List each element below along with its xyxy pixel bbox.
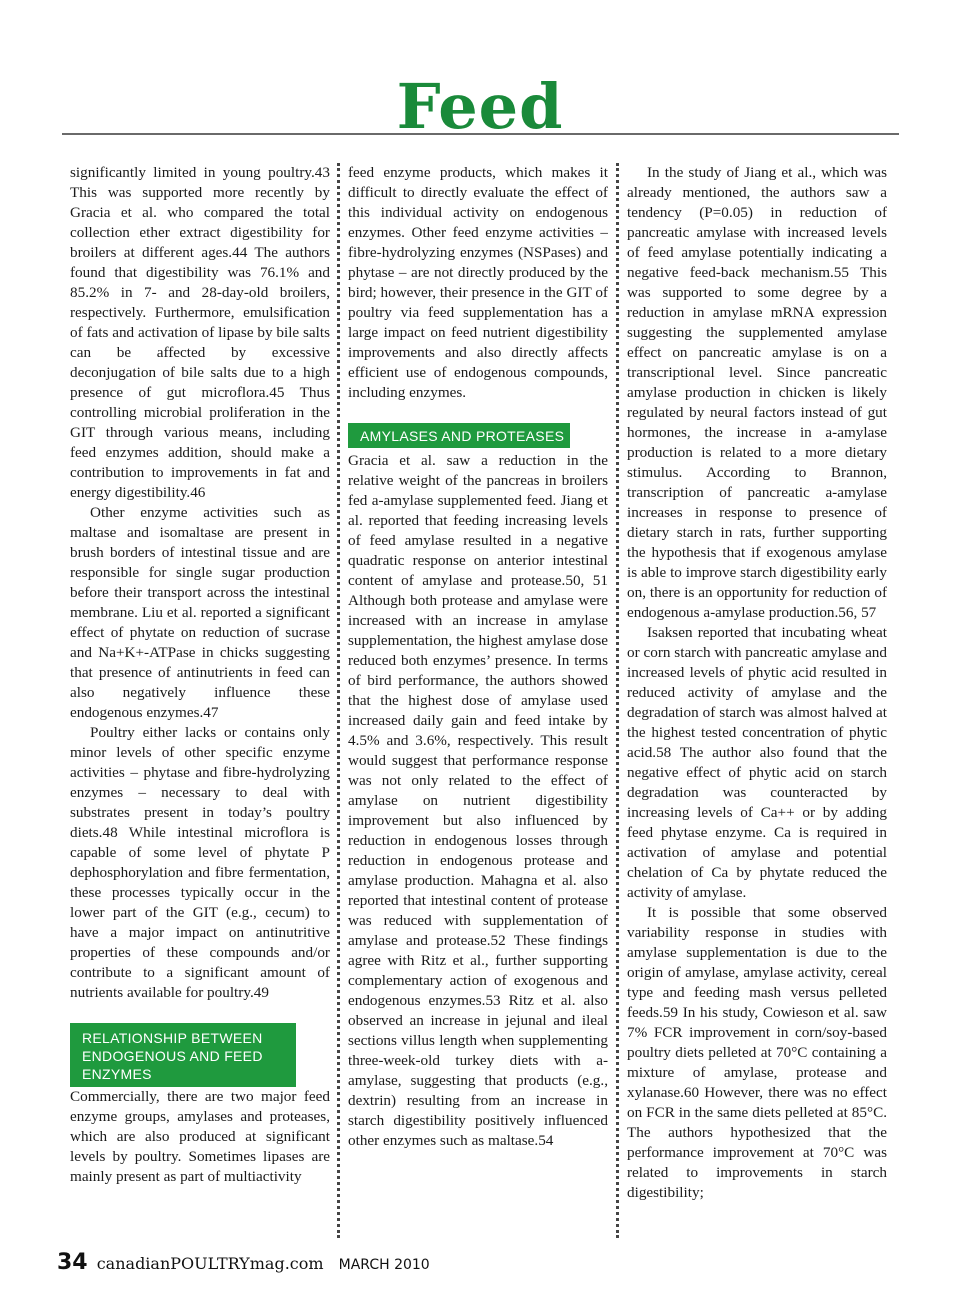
col3-paragraph-1: In the study of Jiang et al., which was already mentioned, the authors saw a tendency (P=0.05) in reduction of pancreatic amylase with increased levels of feed amylase potentially indicating a negative feed-back mechanism.55 This was supported to some degree by a reduction in amylase mRNA expression suggesting the supplemented amylase effect on pancreatic amylase is on a transcriptional level. Since pancreatic amylase production in chicken is likely regulated by neural factors instead of gut hormones, the increase in a-amylase production is related to a more dietary stimulus. According to Brannon, transcription of pancreatic a-amylase increases in response to presence of dietary starch in rats, further supporting the hypothesis that if exogenous amylase is able to improve starch digestibility early on, there is an opportunity for reduction of endogenous a-amylase production.56, 57 bbox=[627, 164, 887, 621]
col1-paragraph-2: Other enzyme activities such as maltase and isomaltase are present in brush borders of intestinal tissue and are responsible for single sugar production before their transport across the intestinal membrane. Liu et al. reported a significant effect of phytate on reduction of sucrase and Na+K+-ATPase in chicks suggesting that presence of antinutrients in feed can also negatively influence these endogenous enzymes.47 bbox=[70, 504, 330, 721]
col2-paragraph-1: feed enzyme products, which makes it difficult to directly evaluate the effect of this individual activity on endogenous enzymes. Other feed enzyme activities – fibre-hydrolyzing enzymes (NSPases) and phytase – are not directly produced by the bird; however, their presence in the GIT of poultry via feed supplementation has a large impact on feed nutrient digestibility improvements and also directly affects efficient use of endogenous compounds, including enzymes. bbox=[348, 164, 608, 401]
column-1 bbox=[70, 163, 330, 1243]
col1-paragraph-1: significantly limited in young poultry.43 This was supported more recently by Gracia et al. who compared the total collection ether extract digestibility for broilers at different ages.44 The authors found that digestibility was 76.1% and 85.2% in 7- and 28-day-old broilers, respectively. Furthermore, emulsification of fats and activation of lipase by bile salts can be affected by excessive deconjugation of bile salts due to a high presence of gut microflora.45 Thus controlling microbial proliferation in the GIT through various means, including feed enzymes addition, should make a contribution to improvements in fat and energy digestibility.46 bbox=[70, 164, 330, 501]
column-divider-1 bbox=[337, 163, 340, 1238]
page-number: 34 bbox=[57, 1250, 88, 1275]
page-footer bbox=[57, 1250, 430, 1280]
column-divider-2 bbox=[616, 163, 619, 1238]
header-rule bbox=[62, 133, 899, 135]
magazine-website: canadianPOULTRYmag.com bbox=[96, 1254, 324, 1273]
col3-paragraph-3: It is possible that some observed variability response in studies with amylase supplementation is due to the origin of amylase, amylase activity, cereal type and feeding mash versus pelleted feeds.59 In his study, Cowieson et al. saw 7% FCR improvement in corn/soy-based poultry diets pelleted at 70°C containing a mixture of amylase, protease and xylanase.60 However, there was no effect on FCR in the same diets pelleted at 85°C. The authors hypothesized that the performance improvement at 70°C was related to improvements in starch digestibility; bbox=[627, 904, 887, 1201]
column-2 bbox=[348, 163, 608, 1243]
col1-paragraph-4: Commercially, there are two major feed enzyme groups, amylases and proteases, which are also produced at significant levels by poultry. Sometimes lipases are mainly present as part of multiactivity bbox=[70, 1088, 330, 1185]
issue-date: MARCH 2010 bbox=[338, 1257, 430, 1273]
section-title: Feed bbox=[396, 70, 564, 143]
subheading-amylases-proteases: AMYLASES AND PROTEASES bbox=[348, 423, 570, 448]
subheading-relationship: RELATIONSHIP BETWEEN ENDOGENOUS AND FEED ENZYMES bbox=[70, 1023, 296, 1087]
col2-paragraph-2: Gracia et al. saw a reduction in the relative weight of the pancreas in broilers fed a-amylase supplemented feed. Jiang et al. reported that feeding increasing levels of feed amylase resulted in a negative quadratic response on anterior intestinal content of amylase and protease.50, 51 Although both protease and amylase were increased with an increase in amylase supplementation, the highest amylase dose reduced both enzymes’ presence. In terms of bird performance, the authors showed that the highest dose of amylase used increased daily gain and feed intake by 4.5% and 3.6%, respectively. This result would suggest that performance response was not only related to the effect of amylase on nutrient digestibility improvement but also influenced by reduction in endogenous losses through reduction in endogenous protease and amylase production. Mahagna et al. also reported that intestinal content of protease was reduced with supplementation of amylase and protease.52 These findings agree with Ritz et al., further supporting complementary action of exogenous and endogenous enzymes.53 Ritz et al. also observed an increase in jejunal and ileal sections villus length when supplementing three-week-old turkey diets with a-amylase, suggesting that products (e.g., dextrin) resulting from an increase in starch digestibility positively influenced other enzymes such as maltase.54 bbox=[348, 452, 608, 1149]
column-3 bbox=[627, 163, 887, 1243]
col3-paragraph-2: Isaksen reported that incubating wheat or corn starch with pancreatic amylase and increased levels of phytic acid resulted in reduced activity of amylase and the degradation of starch was almost halved at the highest tested concentration of phytic acid.58 The author also found that the negative effect of phytic acid on starch degradation was counteracted by increasing levels of Ca++ or by adding feed phytase enzyme. Ca is required in activation of amylase and potential chelation of Ca by phytate reduced the activity of amylase. bbox=[627, 624, 887, 901]
col1-paragraph-3: Poultry either lacks or contains only minor levels of other specific enzyme activities – phytase and fibre-hydrolyzing enzymes – necessary to deal with substrates present in today’s poultry diets.48 While intestinal microflora is capable of some level of phytate P dephosphorylation and fibre fermentation, these processes typically occur in the lower part of the GIT (e.g., cecum) to have a major impact on antinutritive properties of these compounds and/or contribute to a significant amount of nutrients available for poultry.49 bbox=[70, 724, 330, 1001]
